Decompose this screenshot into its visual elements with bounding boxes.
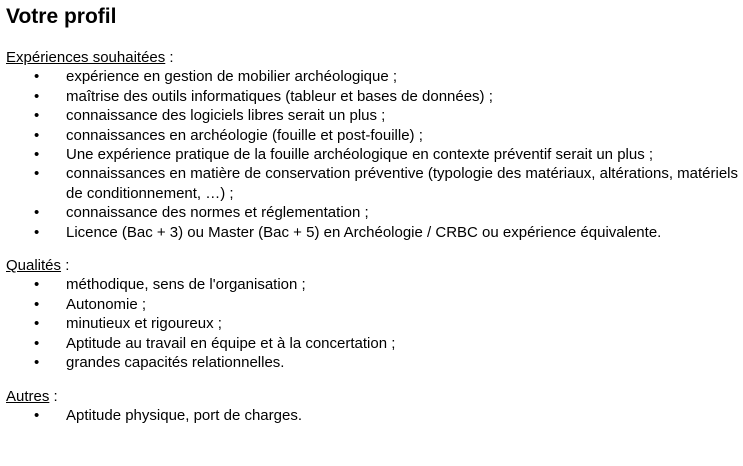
list-item: [6, 334, 741, 353]
list-item: [6, 223, 741, 242]
list-item: [6, 164, 741, 203]
list-item-text: Aptitude au travail en équipe et à la concertation ;: [66, 334, 396, 352]
bullet-icon: •: [34, 315, 40, 333]
bullet-icon: •: [34, 107, 40, 125]
section-heading-label: Expériences souhaitées: [6, 49, 166, 66]
list-item: [6, 87, 741, 106]
list-item-text: Aptitude physique, port de charges.: [66, 406, 302, 424]
section-heading-suffix: :: [49, 387, 58, 405]
section-heading-suffix: :: [61, 257, 70, 275]
list-item-text: maîtrise des outils informatiques (tableur et bases de données) ;: [66, 87, 493, 105]
bullet-icon: •: [34, 334, 40, 352]
list-item-text: connaissance des normes et réglementation ;: [66, 204, 369, 222]
section-qualites: [6, 256, 741, 372]
bullet-icon: •: [34, 87, 40, 105]
list-item: [6, 275, 741, 294]
list-item: [6, 406, 741, 425]
list-item: [6, 106, 741, 125]
list-item-text: Autonomie ;: [66, 295, 147, 313]
section-heading-label: Qualités: [6, 257, 62, 275]
list-item: [6, 145, 741, 164]
list-item-text: grandes capacités relationnelles.: [66, 354, 285, 372]
bullet-icon: •: [34, 68, 40, 86]
bullet-list: [6, 275, 741, 372]
list-item: [6, 126, 741, 145]
list-item-text: connaissances en archéologie (fouille et post-fouille) ;: [66, 126, 423, 144]
section-heading-suffix: :: [165, 49, 174, 66]
section-heading: [6, 387, 741, 406]
list-item: [6, 67, 741, 86]
bullet-icon: •: [34, 223, 40, 241]
document-page: [6, 4, 741, 439]
section-heading: [6, 256, 741, 275]
list-item: [6, 353, 741, 372]
list-item-text: expérience en gestion de mobilier archéologique ;: [66, 68, 398, 86]
list-item: [6, 314, 741, 333]
bullet-list: [6, 406, 741, 425]
bullet-icon: •: [34, 204, 40, 222]
list-item-text: connaissance des logiciels libres serait un plus ;: [66, 107, 386, 125]
bullet-icon: •: [34, 146, 40, 164]
bullet-icon: •: [34, 354, 40, 372]
list-item-text: minutieux et rigoureux ;: [66, 315, 222, 333]
bullet-icon: •: [34, 165, 40, 183]
list-item-text: méthodique, sens de l'organisation ;: [66, 276, 306, 294]
list-item: [6, 203, 741, 222]
list-item-text: connaissances en matière de conservation préventive (typologie des matériaux, altérations, matériels de conditionnement, …) ;: [66, 165, 739, 202]
bullet-icon: •: [34, 406, 40, 424]
list-item: [6, 295, 741, 314]
section-heading-label: Autres: [6, 387, 50, 405]
bullet-icon: •: [34, 126, 40, 144]
list-item-text: Licence (Bac + 3) ou Master (Bac + 5) en Archéologie / CRBC ou expérience équivalente.: [66, 223, 662, 241]
section-autres: [6, 387, 741, 426]
section-heading: [6, 48, 741, 67]
bullet-icon: •: [34, 276, 40, 294]
bullet-icon: •: [34, 295, 40, 313]
section-experiences: [6, 48, 741, 242]
list-item-text: Une expérience pratique de la fouille archéologique en contexte préventif serait un plus ;: [66, 146, 654, 164]
bullet-list: [6, 67, 741, 242]
page-title: Votre profil: [6, 5, 117, 28]
